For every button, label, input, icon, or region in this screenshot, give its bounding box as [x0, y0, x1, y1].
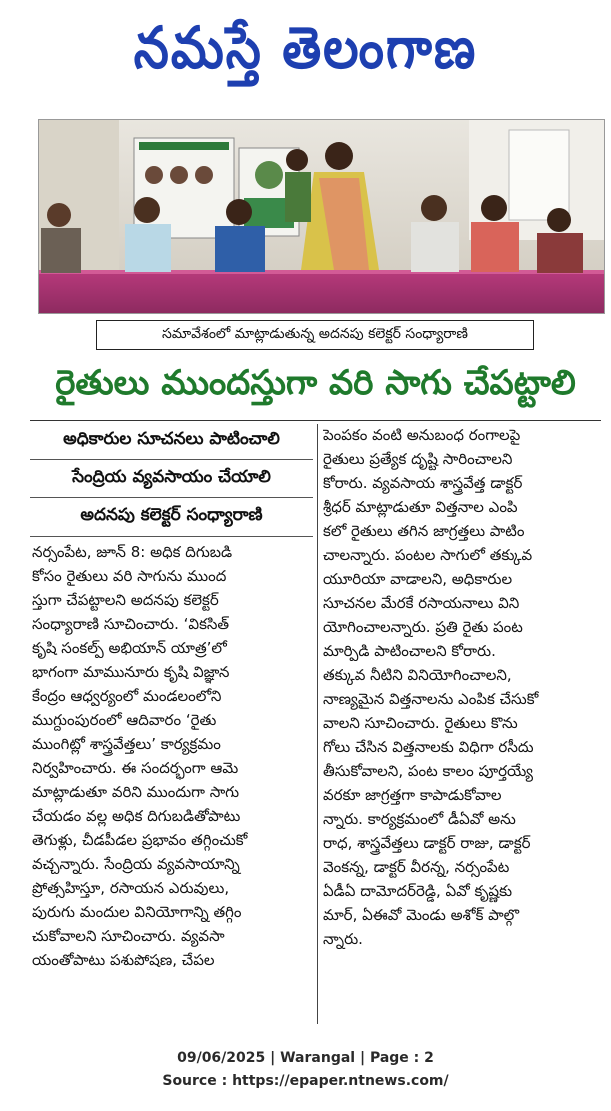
article-line: భాగంగా మామునూరు కృషి విజ్ఞాన [32, 663, 230, 681]
article-line: న్నారు. [323, 930, 363, 948]
article-line: వాలని సూచించారు. రైతులు కొను [323, 714, 518, 732]
article-line: స్తుగా చేపట్టాలని అదనపు కలెక్టర్ [32, 591, 219, 609]
article-line: రాధ, శాస్త్రవేత్తలు డాక్టర్ రాజు, డాక్టర్ [323, 834, 531, 852]
photo-caption: సమావేశంలో మాట్లాడుతున్న అదనపు కలెక్టర్ సంధ్యారాణి [96, 320, 534, 350]
article-line: వెంకన్న, డాక్టర్ వీరన్న, నర్సంపేట [323, 858, 510, 876]
subhead-2: సేంద్రియ వ్యవసాయం చేయాలి [72, 467, 271, 487]
subhead-divider [30, 536, 313, 537]
subhead-divider [30, 497, 313, 498]
masthead-title: నమస్తే తెలంగాణ [133, 14, 478, 81]
article-line: ముంగిట్లో శాస్త్రవేత్తలు’ కార్యక్రమం [32, 735, 221, 753]
footer-source: Source : https://epaper.ntnews.com/ [162, 1073, 449, 1089]
article-line: ముగ్దుంపురంలో ఆదివారం ‘రైతు [32, 711, 217, 729]
article-line: చేయడం వల్ల అధిక దిగుబడితోపాటు [32, 807, 241, 825]
article-line: యూరియా వాడాలని, అధికారుల [323, 570, 513, 588]
article-line: ఏడీఏ దామోదర్‌రెడ్డి, ఏవో కృష్ణకు [323, 882, 513, 900]
article-line: సూచనల మేరకే రసాయనాలు విని [323, 594, 520, 612]
headline-divider [30, 420, 601, 421]
article-line: వరకూ జాగ్రత్తగా కాపాడుకోవాల [323, 786, 502, 804]
meeting-photo-illustration [39, 120, 605, 314]
article-line: గోలు చేసిన విత్తనాలకు విధిగా రసీదు [323, 738, 534, 756]
article-line: కోరారు. వ్యవసాయ శాస్త్రవేత్త డాక్టర్ [323, 474, 523, 492]
article-line: న్నారు. కార్యక్రమంలో డీఏవో అను [323, 810, 516, 828]
article-line: తీసుకోవాలని, పంట కాలం పూర్తయ్యే [323, 762, 534, 780]
article-column-left [32, 540, 313, 972]
footer-meta: 09/06/2025 | Warangal | Page : 2 [177, 1050, 434, 1066]
article-line: యంతోపాటు పశుపోషణ, చేపల [32, 951, 215, 969]
subhead-3: అదనపు కలెక్టర్ సంధ్యారాణి [80, 505, 263, 525]
headline: రైతులు ముందస్తుగా వరి సాగు చేపట్టాలి [55, 363, 576, 403]
article-line: రైతులు ప్రత్యేక దృష్టి సారించాలని [323, 450, 513, 468]
article-line: కేంద్రం ఆధ్వర్యంలో మండలంలోని [32, 687, 222, 705]
article-line: నిర్వహించారు. ఈ సందర్భంగా ఆమె [32, 759, 239, 777]
column-divider [317, 424, 318, 1024]
article-line: చుకోవాలని సూచించారు. వ్యవసా [32, 927, 225, 945]
article-line: తక్కువ నీటిని వినియోగించాలని, [323, 666, 512, 684]
news-photo [38, 119, 605, 314]
article-column-right [323, 423, 605, 951]
subhead-1: అధికారుల సూచనలు పాటించాలి [63, 429, 280, 449]
article-line: ప్రోత్సహిస్తూ, రసాయన ఎరువులు, [32, 879, 230, 897]
subhead-divider [30, 459, 313, 460]
article-line: కోసం రైతులు వరి సాగును ముంద [32, 567, 227, 585]
article-line: వచ్చన్నారు. సేంద్రియ వ్యవసాయాన్ని [32, 855, 240, 873]
article-line: చాలన్నారు. పంటల సాగులో తక్కువ [323, 546, 533, 564]
article-line: సంధ్యారాణి సూచించారు. ‘వికసిత్ [32, 615, 230, 633]
article-line: పురుగు మందుల వినియోగాన్ని తగ్గిం [32, 903, 242, 921]
newspaper-masthead [0, 0, 611, 110]
article-line: నాణ్యమైన విత్తనాలను ఎంపిక చేసుకో [323, 690, 539, 708]
article-line: యోగించాలన్నారు. ప్రతి రైతు పంట [323, 618, 523, 636]
article-line: మాట్లాడుతూ వరిని ముందుగా సాగు [32, 783, 240, 801]
article-line: కలో రైతులు తగిన జాగ్రత్తలు పాటిం [323, 522, 525, 540]
article-line: పెంపకం వంటి అనుబంధ రంగాలపై [323, 426, 521, 444]
article-line: మార్పిడి పాటించాలని కోరారు. [323, 642, 496, 660]
article-line: నర్సంపేట, జూన్ 8: అధిక దిగుబడి [32, 543, 233, 561]
article-line: తెగుళ్లు, చీడపీడల ప్రభావం తగ్గించుకో [32, 831, 248, 849]
article-line: శ్రీధర్ మాట్లాడుతూ విత్తనాల ఎంపి [323, 498, 518, 516]
article-line: మార్, ఏఈవో మెండు అశోక్ పాల్గొ [323, 906, 520, 924]
article-line: కృషి సంకల్ప్ అభియాన్ యాత్ర’లో [32, 639, 227, 657]
